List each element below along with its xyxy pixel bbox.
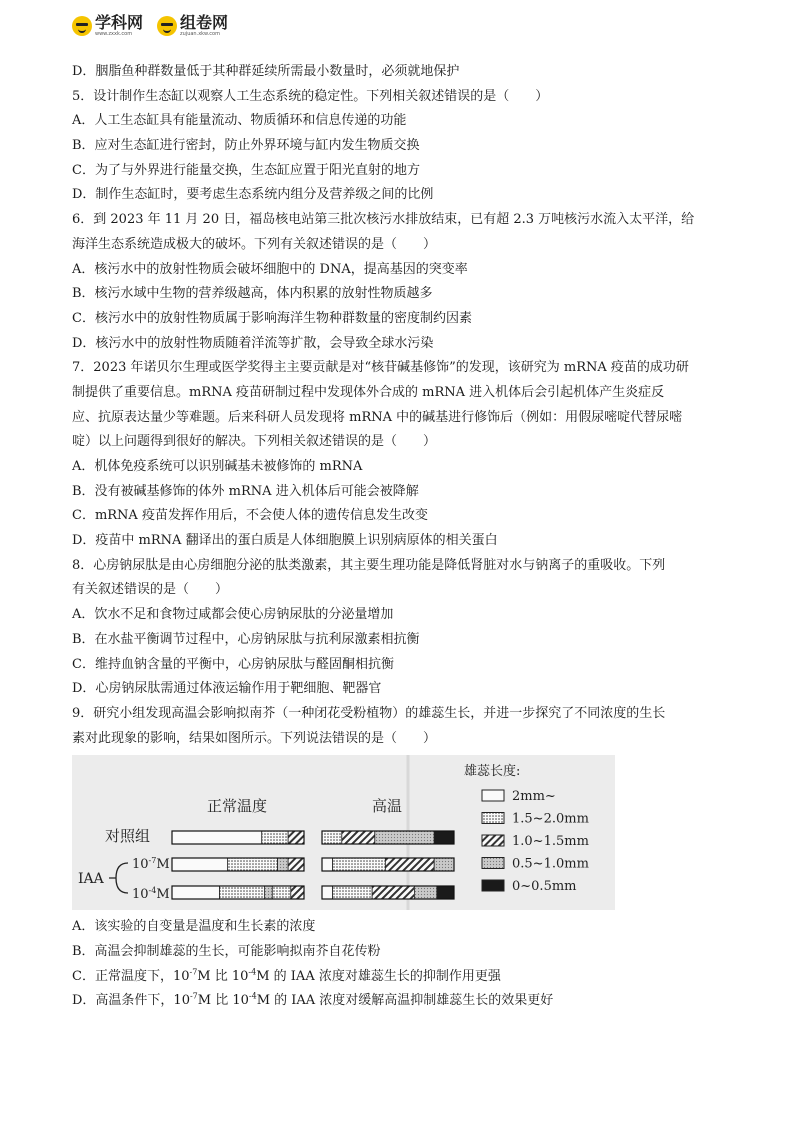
row-group-label-iaa: IAA	[78, 871, 104, 888]
answer-option: C．维持血钠含量的平衡中，心房钠尿肽与醛固酮相抗衡	[72, 656, 394, 672]
bar-segment	[414, 886, 436, 899]
bar-segment	[333, 858, 386, 871]
logo-url: www.zxxk.com	[95, 31, 133, 37]
logo-title: 学科网	[95, 13, 144, 32]
question-stem: 有关叙述错误的是（ ）	[72, 582, 229, 598]
zxxk-logo[interactable]	[72, 15, 143, 37]
legend-label: 0~0.5mm	[512, 879, 577, 895]
bar-segment	[372, 886, 414, 899]
answer-option: A．人工生态缸具有能量流动、物质循环和信息传递的功能	[72, 113, 407, 129]
question-stem: 啶）以上问题得到很好的解决。下列相关叙述错误的是（ ）	[72, 434, 437, 450]
answer-option: B．应对生态缸进行密封，防止外界环境与缸内发生物质交换	[72, 138, 420, 154]
legend-swatch	[482, 813, 504, 824]
bar-segment	[227, 858, 277, 871]
answer-option: A．核污水中的放射性物质会破坏细胞中的 DNA，提高基因的突变率	[72, 261, 468, 277]
bar-group	[172, 831, 454, 899]
zujuan-logo[interactable]	[157, 15, 228, 37]
answer-option: D．心房钠尿肽需通过体液运输作用于靶细胞、靶器官	[72, 681, 382, 697]
answer-option: A．饮水不足和食物过咸都会使心房钠尿肽的分泌量增加	[72, 607, 394, 623]
bar-segment	[434, 858, 454, 871]
answer-option: D．核污水中的放射性物质随着洋流等扩散，会导致全球水污染	[72, 335, 434, 351]
legend-label: 0.5~1.0mm	[512, 856, 589, 872]
question-stem: 6．到 2023 年 11 月 20 日，福岛核电站第三批次核污水排放结束，已有超 2.3 万吨核污水流入太平洋，给	[72, 212, 695, 228]
answer-option: B．核污水域中生物的营养级越高，体内积累的放射性物质越多	[72, 286, 433, 302]
col-label-high-temp: 高温	[372, 797, 403, 816]
answer-option: C．mRNA 疫苗发挥作用后，不会使人体的遗传信息发生改变	[72, 508, 428, 524]
legend-swatch	[482, 858, 504, 869]
exam-content	[72, 60, 732, 1014]
question-stem: 8．心房钠尿肽是由心房细胞分泌的肽类激素，其主要生理功能是降低肾脏对水与钠离子的重吸收。下列	[72, 557, 666, 573]
bar-segment	[172, 886, 220, 899]
question-stem: 素对此现象的影响，结果如图所示。下列说法错误的是（ ）	[72, 730, 437, 746]
answer-option: C．为了与外界进行能量交换，生态缸应置于阳光直射的地方	[72, 162, 420, 178]
stamen-length-chart	[72, 755, 615, 910]
legend-swatch	[482, 835, 504, 846]
question-stem: 制提供了重要信息。mRNA 疫苗研制过程中发现体外合成的 mRNA 进入机体后会引起机体产生炎症反	[72, 384, 665, 400]
answer-option: B．在水盐平衡调节过程中，心房钠尿肽与抗利尿激素相抗衡	[72, 631, 420, 647]
answer-option: B．没有被碱基修饰的体外 mRNA 进入机体后可能会被降解	[72, 483, 419, 499]
question-stem: 9．研究小组发现高温会影响拟南芥（一种闭花受粉植物）的雄蕊生长，并进一步探究了不同浓度的生长	[72, 705, 666, 721]
answer-option: A．该实验的自变量是温度和生长素的浓度	[72, 919, 316, 935]
bar-segment	[322, 858, 333, 871]
text-line: D．胭脂鱼种群数量低于其种群延续所需最小数量时，必须就地保护	[72, 64, 460, 79]
bar-segment	[434, 831, 454, 844]
smiley-logo-icon	[72, 16, 92, 36]
bar-segment	[288, 831, 304, 844]
legend-label: 2mm~	[512, 789, 556, 805]
answer-option: C．正常温度下，$10^{-7}M$ 比 $10^{-4}M$ 的 IAA 浓度对雄蕊生长的抑制作用更强	[72, 967, 501, 984]
bar-segment	[375, 831, 434, 844]
answer-option: D．高温条件下，$10^{-7}M$ 比 $10^{-4}M$ 的 IAA 浓度对缓解高温抑制雄蕊生长的效果更好	[72, 991, 554, 1009]
bar-segment	[333, 886, 373, 899]
bar-segment	[342, 831, 375, 844]
answer-option: D．制作生态缸时，要考虑生态系统内组分及营养级之间的比例	[72, 187, 434, 203]
answer-option: B．高温会抑制雄蕊的生长，可能影响拟南芥自花传粉	[72, 943, 381, 959]
answer-option: D．疫苗中 mRNA 翻译出的蛋白质是人体细胞膜上识别病原体的相关蛋白	[72, 533, 498, 549]
answer-option: A．机体免疫系统可以识别碱基未被修饰的 mRNA	[72, 459, 363, 474]
page-header	[72, 12, 242, 40]
legend-swatch	[482, 880, 504, 891]
row-label-control: 对照组	[105, 827, 151, 846]
bar-segment	[172, 831, 262, 844]
smiley-logo-icon	[157, 16, 177, 36]
bar-segment	[264, 886, 272, 899]
question-stem: 海洋生态系统造成极大的破坏。下列有关叙述错误的是（ ）	[72, 236, 437, 252]
answer-option: C．核污水中的放射性物质属于影响海洋生物种群数量的密度制约因素	[72, 310, 472, 326]
question-stem: 5．设计制作生态缸以观察人工生态系统的稳定性。下列相关叙述错误的是（ ）	[72, 88, 549, 104]
row-group-brace	[109, 863, 128, 893]
bar-segment	[278, 858, 289, 871]
bar-segment	[288, 858, 304, 871]
bar-segment	[322, 886, 333, 899]
row-label-high-conc: $10^{-4}M$	[132, 886, 170, 903]
bar-segment	[220, 886, 265, 899]
stamen-length-figure	[72, 755, 615, 910]
bar-segment	[172, 858, 227, 871]
bar-segment	[437, 886, 454, 899]
logo-title: 组卷网	[180, 13, 229, 32]
legend-swatch	[482, 790, 504, 801]
question-stem: 应、抗原表达量少等难题。后来科研人员发现将 mRNA 中的碱基进行修饰后（例如：用假尿嘧啶代替尿嘧	[72, 409, 683, 425]
legend-title: 雄蕊长度:	[464, 764, 521, 780]
bar-segment	[291, 886, 304, 899]
bar-segment	[385, 858, 434, 871]
bar-segment	[272, 886, 290, 899]
question-stem: 7．2023 年诺贝尔生理或医学奖得主主要贡献是对“核苷碱基修饰”的发现，该研究为 mRNA 疫苗的成功研	[72, 360, 689, 376]
legend-label: 1.0~1.5mm	[512, 834, 589, 850]
legend	[482, 789, 589, 894]
legend-label: 1.5~2.0mm	[512, 811, 589, 827]
col-label-normal-temp: 正常温度	[207, 797, 268, 816]
bar-segment	[322, 831, 342, 844]
logo-url: zujuan.xkw.com	[180, 31, 220, 37]
bar-segment	[262, 831, 288, 844]
row-label-low-conc: $10^{-7}M$	[132, 856, 170, 873]
